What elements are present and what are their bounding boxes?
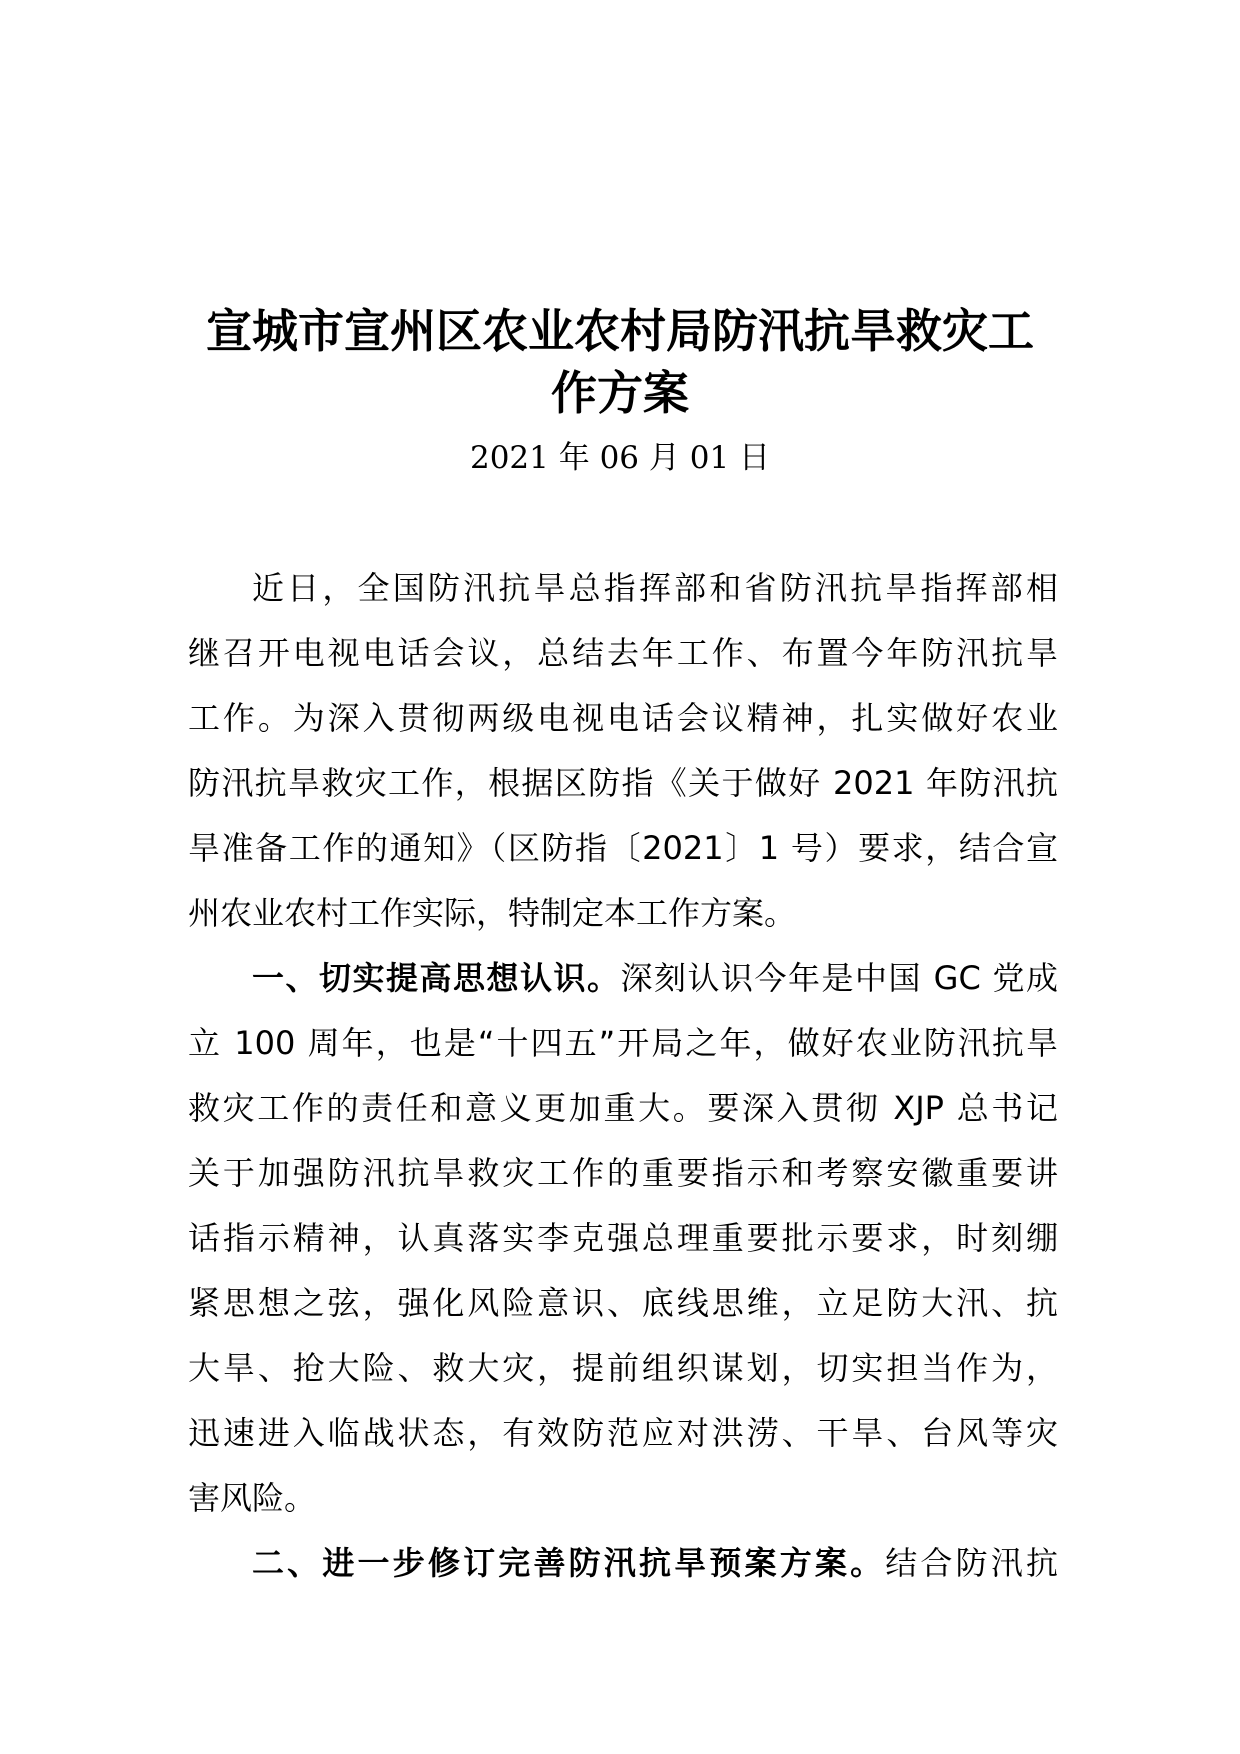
- section-heading: 一、切实提高思想认识。: [252, 959, 621, 997]
- text-line-with-heading: [188, 1531, 1058, 1596]
- text-line: 关于加强防汛抗旱救灾工作的重要指示和考察安徽重要讲: [188, 1154, 1058, 1192]
- title-line-2: 作方案: [551, 366, 689, 420]
- text-run: 结合防汛抗: [885, 1544, 1058, 1582]
- text-line: 救灾工作的责任和意义更加重大。要深入贯彻 XJP 总书记: [188, 1089, 1058, 1127]
- document-date: 2021 年 06 月 01 日: [469, 440, 771, 476]
- document-title: [180, 300, 1060, 424]
- text-line: 紧思想之弦，强化风险意识、底线思维，立足防大汛、抗: [188, 1284, 1058, 1322]
- text-line: 近日，全国防汛抗旱总指挥部和省防汛抗旱指挥部相: [252, 569, 1058, 607]
- text-line: 大旱、抢大险、救大灾，提前组织谋划，切实担当作为，: [188, 1349, 1058, 1387]
- text-line-with-heading: [188, 946, 1058, 1011]
- text-line: 防汛抗旱救灾工作，根据区防指《关于做好 2021 年防汛抗: [188, 764, 1058, 802]
- text-line: 害风险。: [188, 1479, 317, 1517]
- text-line: 工作。为深入贯彻两级电视电话会议精神，扎实做好农业: [188, 699, 1058, 737]
- text-run: 深刻认识今年是中国 GC 党成: [620, 959, 1058, 997]
- paragraph-intro: [188, 556, 1058, 946]
- text-line: 旱准备工作的通知》（区防指〔2021〕1 号）要求，结合宣: [188, 829, 1058, 867]
- document-body: [188, 556, 1058, 1596]
- paragraph-section-1: [188, 946, 1058, 1531]
- paragraph-section-2: [188, 1531, 1058, 1596]
- text-line: 州农业农村工作实际，特制定本工作方案。: [188, 894, 797, 932]
- text-line: 迅速进入临战状态，有效防范应对洪涝、干旱、台风等灾: [188, 1414, 1058, 1452]
- title-line-1: 宣城市宣州区农业农村局防汛抗旱救灾工: [206, 304, 1034, 358]
- text-line: 继召开电视电话会议，总结去年工作、布置今年防汛抗旱: [188, 634, 1058, 672]
- text-line: 话指示精神，认真落实李克强总理重要批示要求，时刻绷: [188, 1219, 1058, 1257]
- section-heading: 二、进一步修订完善防汛抗旱预案方案。: [252, 1544, 886, 1582]
- text-line: 立 100 周年，也是“十四五”开局之年，做好农业防汛抗旱: [188, 1024, 1058, 1062]
